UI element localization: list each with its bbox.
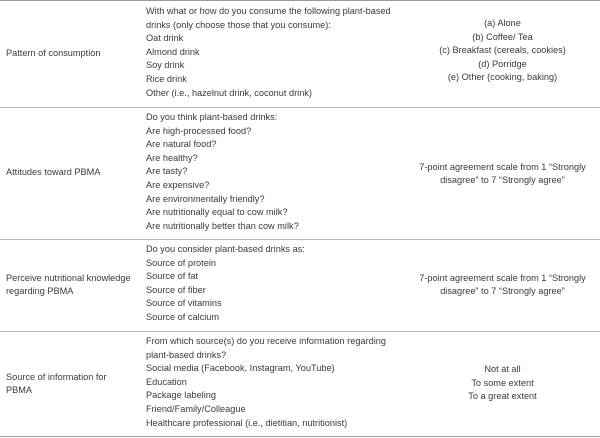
item-line: Do you think plant-based drinks: <box>146 112 278 122</box>
item-line: Source of fiber <box>146 284 206 295</box>
item-line: Are environmentally friendly? <box>146 193 265 204</box>
response-line: (b) Coffee/ Tea <box>472 31 533 42</box>
response-cell <box>405 161 600 187</box>
item-line: Are healthy? <box>146 152 198 163</box>
row-divider <box>0 239 600 240</box>
item-line: Almond drink <box>146 46 200 57</box>
response-cell <box>405 17 600 85</box>
response-cell <box>405 272 600 298</box>
items-cell <box>146 111 414 233</box>
item-line: Friend/Family/Colleague <box>146 403 246 414</box>
item-line: Are tasty? <box>146 166 188 177</box>
response-line: To a great extent <box>468 391 537 402</box>
items-cell <box>146 335 414 430</box>
item-line: Are nutritionally better than cow milk? <box>146 220 299 231</box>
item-line: Soy drink <box>146 60 185 71</box>
item-line: Source of fat <box>146 271 199 282</box>
item-line: Social media (Facebook, Instagram, YouTube) <box>146 363 335 374</box>
item-line: Other (i.e., hazelnut drink, coconut drink) <box>146 87 312 98</box>
item-line: Healthcare professional (i.e., dietitian, nutritionist) <box>146 417 348 428</box>
table-top-border <box>0 0 600 1</box>
response-line: 7-point agreement scale from 1 “Strongly <box>419 273 586 283</box>
category-cell <box>6 272 141 298</box>
item-line: Source of vitamins <box>146 298 222 309</box>
category-line: Source of information for <box>6 372 107 382</box>
category-line: Perceive nutritional knowledge <box>6 273 131 283</box>
item-line: Rice drink <box>146 73 187 84</box>
response-cell <box>405 363 600 404</box>
item-line: Package labeling <box>146 390 216 401</box>
items-cell <box>146 5 414 100</box>
table-bottom-border <box>0 436 600 437</box>
response-line: (c) Breakfast (cereals, cookies) <box>439 45 566 56</box>
response-line: To some extent <box>471 377 534 388</box>
item-line: drinks (only choose those that you consume): <box>146 19 331 30</box>
item-line: Oat drink <box>146 33 184 44</box>
item-line: Are nutritionally equal to cow milk? <box>146 207 288 218</box>
item-line: Source of calcium <box>146 311 220 322</box>
item-line: plant-based drinks? <box>146 349 227 360</box>
item-line: Are expensive? <box>146 179 210 190</box>
row-divider <box>0 331 600 332</box>
response-line: (d) Porridge <box>478 58 527 69</box>
items-cell <box>146 243 414 325</box>
item-line: Source of protein <box>146 257 216 268</box>
response-line: (e) Other (cooking, baking) <box>447 72 558 83</box>
response-line: disagree” to 7 “Strongly agree” <box>440 175 565 185</box>
response-line: Not at all <box>484 364 521 374</box>
response-line: disagree” to 7 “Strongly agree” <box>440 286 565 296</box>
response-line: (a) Alone <box>484 18 521 28</box>
item-line: Are natural food? <box>146 139 217 150</box>
item-line: From which source(s) do you receive information regarding <box>146 336 386 346</box>
item-line: Do you consider plant-based drinks as: <box>146 244 305 254</box>
category-cell <box>6 371 141 397</box>
item-line: With what or how do you consume the following plant-based <box>146 6 391 16</box>
category-line: regarding PBMA <box>6 286 74 296</box>
item-line: Education <box>146 376 187 387</box>
item-line: Are high-processed food? <box>146 125 252 136</box>
row-divider <box>0 107 600 108</box>
category-line: PBMA <box>6 385 33 395</box>
response-line: 7-point agreement scale from 1 “Strongly <box>419 162 586 172</box>
category-cell: Pattern of consumption <box>6 48 101 58</box>
category-cell: Attitudes toward PBMA <box>6 167 101 177</box>
